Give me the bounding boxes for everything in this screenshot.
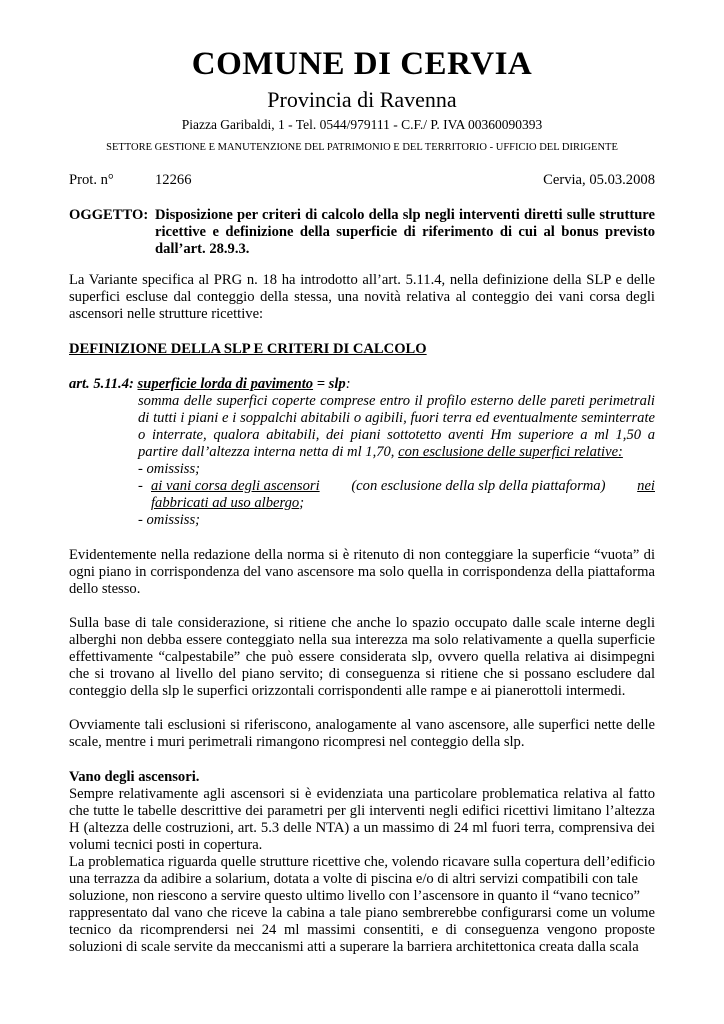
para2-line: effettivamente “calpestabile” che può essere considerata slp, ovvero quella relativa ai disimpegni: [69, 649, 655, 665]
para2-line: che si trovano al livello del piano servito; di conseguenza si ritiene che si possano escludere dal: [69, 666, 655, 682]
subject-line: Disposizione per criteri di calcolo della slp negli interventi diretti sulle strutture: [155, 207, 655, 223]
elevator-line: Sempre relativamente agli ascensori si è evidenziata una particolare problematica relativa al fatto: [69, 786, 655, 802]
item-end: ;: [299, 495, 305, 511]
item-dash: -: [138, 478, 143, 494]
omissis-line: - omississ;: [138, 461, 201, 477]
elevator-line: che tutte le tabelle descrittive dei parametri per gli interventi negli edifici ricettivi limitano l’altezza: [69, 803, 655, 819]
article-heading: [69, 376, 351, 393]
article-label: art. 5.11.4:: [69, 376, 134, 392]
para1-line: dello stesso.: [69, 581, 141, 597]
omissis-line: - omississ;: [138, 512, 201, 528]
article-line: somma delle superfici coperte comprese entro il profilo esterno delle pareti perimetrali: [138, 393, 655, 409]
article-line: di tutti i piani e i soppalchi abitabili o agibili, fuori terra ed eventualmente seminterrate: [138, 410, 655, 426]
province-subtitle: Provincia di Ravenna: [267, 87, 457, 112]
para2-line: alberghi non debba essere conteggiato nella sua interezza ma solo relativamente a quella superficie: [69, 632, 655, 648]
elevator-line: volumi tecnici posti in copertura.: [69, 837, 263, 853]
article-line4-b: con esclusione delle superfici relative:: [398, 444, 623, 460]
prot-number: 12266: [155, 172, 192, 188]
municipality-title: COMUNE DI CERVIA: [191, 46, 533, 82]
article-item-line2: [151, 495, 304, 512]
elevator-heading: Vano degli ascensori.: [69, 769, 200, 785]
para1-line: Evidentemente nella redazione della norma si è ritenuto di non conteggiare la superficie “vuota” di: [69, 547, 655, 563]
para2-line: Sulla base di tale considerazione, si ritiene che anche lo spazio occupato dalle scale interne degli: [69, 615, 655, 631]
sector-line: SETTORE GESTIONE E MANUTENZIONE DEL PATRIMONIO E DEL TERRITORIO - UFFICIO DEL DIRIGENTE: [106, 142, 618, 153]
article-line: o interrate, qualora abitabili, dei piani sottotetto aventi Hm superiore a ml 1,50 a: [138, 427, 655, 443]
article-colon: :: [345, 376, 351, 392]
elevator-line: rappresentato dal vano che riceve la cabina a tale piano sembrerebbe configurarsi come un volume: [69, 905, 655, 921]
place-date: Cervia, 05.03.2008: [543, 172, 655, 188]
section-heading: DEFINIZIONE DELLA SLP E CRITERI DI CALCOLO: [69, 341, 427, 357]
address-line: Piazza Garibaldi, 1 - Tel. 0544/979111 - C.F./ P. IVA 00360090393: [181, 117, 543, 132]
item-hotel: fabbricati ad uso albergo: [151, 495, 300, 511]
para3-line: Ovviamente tali esclusioni si riferiscono, analogamente al vano ascensore, alle superfici nette delle: [69, 717, 655, 733]
article-term: superficie lorda di pavimento: [137, 376, 314, 392]
item-elevators: ai vani corsa degli ascensori: [151, 478, 320, 494]
article-eq: = slp: [316, 376, 346, 392]
elevator-line: La problematica riguarda quelle strutture ricettive che, volendo ricavare sulla copertura dell’edificio: [69, 854, 655, 870]
subject-label: OGGETTO:: [69, 207, 149, 223]
intro-line: ascensori nelle strutture ricettive:: [69, 306, 264, 322]
article-line: [138, 444, 623, 461]
prot-label: Prot. n°: [69, 172, 114, 188]
elevator-line: una terrazza da adibire a solarium, dotata a volte di piscina e/o di altri servizi compatibili con tale: [69, 871, 638, 887]
para2-line: conteggio della slp le superfici orizzontali corrispondenti alle rampe e ai pianerottoli intermedi.: [69, 683, 626, 699]
elevator-line: soluzioni di scale servite da meccanismi atti a superare la barriera architettonica creata dalla scala: [69, 939, 639, 955]
intro-line: superfici escluse dal conteggio della stessa, una novità relativa al conteggio dei vani corsa degli: [69, 289, 655, 305]
elevator-line: tecnico da ricomprendersi nei 24 ml massimi consentiti, e di conseguenza vengono proposte: [69, 922, 655, 938]
item-platform: (con esclusione della slp della piattaforma): [351, 478, 606, 494]
subject-line: dall’art. 28.9.3.: [155, 241, 250, 257]
intro-line: La Variante specifica al PRG n. 18 ha introdotto all’art. 5.11.4, nella definizione della SLP e delle: [69, 272, 655, 288]
elevator-line: H (altezza delle costruzioni, art. 5.3 delle NTA) a un massimo di 24 ml fuori terra, comprensiva dei: [69, 820, 655, 836]
para1-line: ogni piano in corrispondenza del vano ascensore ma solo quella in corrispondenza della piattaforma: [69, 564, 655, 580]
article-item-line: [151, 478, 655, 495]
subject-line: ricettive e definizione della superficie di riferimento di cui al bonus previsto: [155, 224, 655, 240]
elevator-line: soluzione, non riescono a servire questo ultimo livello con l’ascensore in quanto il “vano tecnico”: [69, 888, 641, 904]
para3-line: scale, mentre i muri perimetrali rimangono ricompresi nel conteggio della slp.: [69, 734, 525, 750]
item-nei: nei: [637, 478, 655, 494]
article-line4-a: partire dall’altezza interna netta di ml 1,70,: [138, 444, 395, 460]
